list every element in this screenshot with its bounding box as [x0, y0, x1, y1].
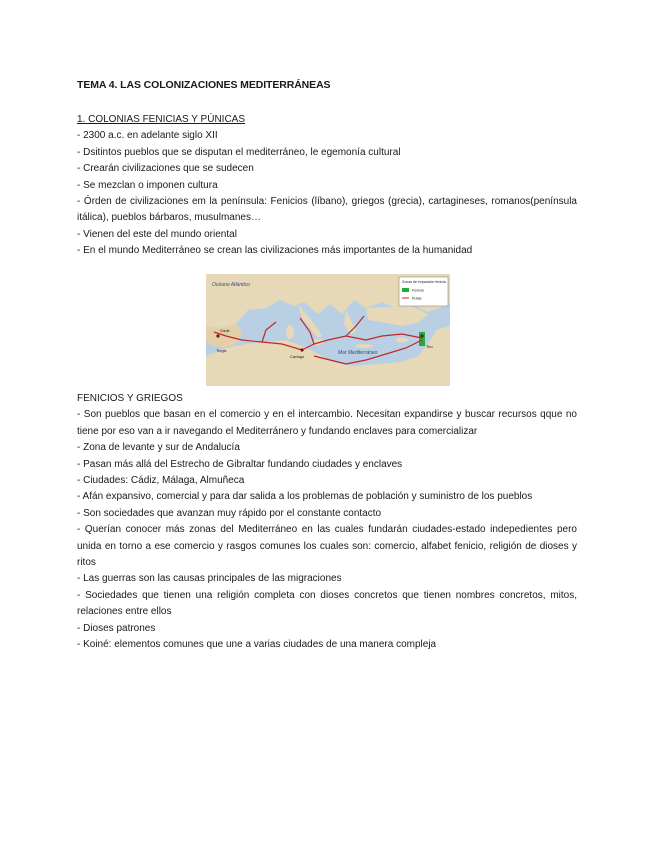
section-heading: 1. COLONIAS FENICIAS Y PÚNICAS [77, 114, 246, 125]
cyprus-land [396, 338, 408, 343]
list-item: - Dsitintos pueblos que se disputan el mediterráneo, le egemonía cultural [77, 146, 401, 158]
list-item: - 2300 a.c. en adelante siglo XII [77, 130, 218, 142]
list-item: - Se mezclan o imponen cultura [77, 179, 218, 191]
map-graphic [206, 274, 450, 386]
list-item: - Koiné: elementos comunes que une a varias ciudades de una manera compleja [77, 639, 437, 651]
list-item: - Sociedades que tienen una religión completa con dioses concretos que tienen nombres concretos, mitos, relaciones entre ellos [77, 589, 577, 618]
legend-label: Fenicia [412, 288, 424, 293]
list-item: - Las guerras son las causas principales de las migraciones [77, 573, 342, 585]
list-item: - Son pueblos que basan en el comercio y en el intercambio. Necesitan expandirse y buscar recursos qque no tiene por eso van a ir navegando el Mediterránero y fundando enclaves para comercializar [77, 409, 577, 437]
list-item: - Son sociedades que avanzan muy rápido por el constante contacto [77, 507, 382, 519]
list-item: - Órden de civilizaciones em la península: Fenicios (líbano), griegos (grecia), cartagineses, romanos(península itálica), pueblos bárbaros, musulmanes… [77, 196, 577, 224]
list-item: - Dioses patrones [77, 622, 156, 634]
city-dot [300, 348, 303, 351]
legend-swatch-phoenicia [402, 288, 409, 292]
list-item: - Afán expansivo, comercial y para dar salida a los problemas de población y suministro de los pueblos [77, 491, 533, 503]
sardinia-land [286, 325, 294, 339]
list-item: - Ciudades: Cádiz, Málaga, Almuñeca [77, 475, 245, 487]
map-label-ocean: Océano Atlántico [212, 282, 250, 288]
legend-title: Zonas de expansión fenicia [402, 280, 446, 284]
mediterranean-map-image [206, 274, 450, 386]
map-label-city: Tiro [426, 344, 433, 349]
crete-land [355, 344, 373, 348]
section-heading: FENICIOS Y GRIEGOS [77, 393, 183, 404]
legend-label: Rutas [412, 296, 422, 301]
map-label-city: Gadir [220, 328, 230, 333]
section-fenicios-griegos [77, 391, 577, 654]
phoenicia-region [419, 332, 425, 346]
list-item: - Zona de levante y sur de Andalucía [77, 442, 240, 454]
city-dot [420, 334, 423, 337]
list-item: - Vienen del este del mundo oriental [77, 228, 237, 240]
list-item: - Querían conocer más zonas del Mediterráneo en las cuales fundarán ciudades-estado indepedientes pero unida en torno a ese comercio y rasgos comunes los cuales son: comercio, alfabet fenicio, religión de dioses y ritos [77, 524, 577, 569]
map-label-city: Cartago [290, 354, 305, 359]
list-item: - En el mundo Mediterráneo se crean las civilizaciones más importantes de la humanidad [77, 245, 473, 257]
map-label-sea: Mar Mediterráneo [338, 350, 378, 356]
list-item: - Crearán civilizaciones que se sudecen [77, 163, 254, 175]
section-colonias [77, 112, 577, 260]
document-title: TEMA 4. LAS COLONIZACIONES MEDITERRÁNEAS [77, 79, 331, 91]
map-label-city: Tingis [216, 348, 227, 353]
list-item: - Pasan más allá del Estrecho de Gibraltar fundando ciudades y enclaves [77, 458, 403, 470]
city-dot [216, 334, 219, 337]
